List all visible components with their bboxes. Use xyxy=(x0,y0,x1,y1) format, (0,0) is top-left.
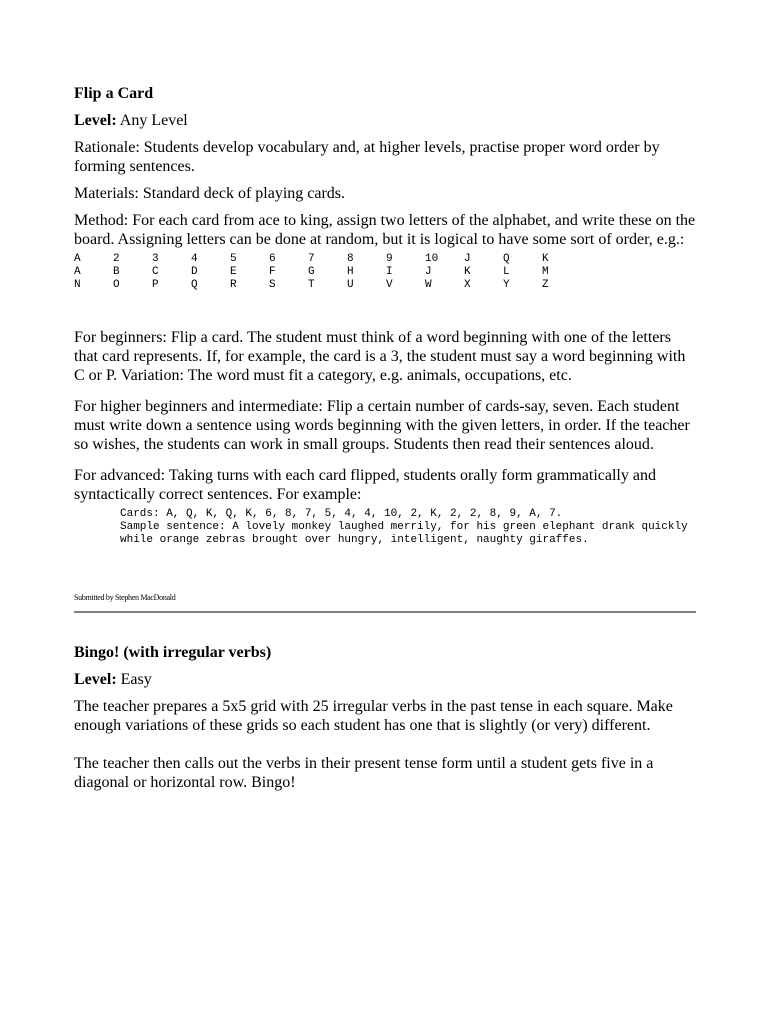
bingo-paragraph-1: The teacher prepares a 5x5 grid with 25 irregular verbs in the past tense in each square. Make enough variations of these grids so each student has one that is slightly (or very) different. xyxy=(74,698,673,734)
table-cell: 2 xyxy=(113,253,120,265)
table-cell: X xyxy=(464,279,471,291)
table-cell: Q xyxy=(503,253,510,265)
table-cell: Q xyxy=(191,279,198,291)
section-title-flip-a-card: Flip a Card xyxy=(74,85,154,102)
table-cell: W xyxy=(425,279,432,291)
level-value: Easy xyxy=(116,671,152,688)
level-line xyxy=(74,670,696,689)
table-cell: 8 xyxy=(347,253,354,265)
table-cell: 9 xyxy=(386,253,393,265)
table-cell: 4 xyxy=(191,253,198,265)
table-cell: Z xyxy=(542,279,549,291)
table-cell: R xyxy=(230,279,237,291)
table-cell: T xyxy=(308,279,315,291)
higher-beginners-paragraph: For higher beginners and intermediate: Flip a certain number of cards-say, seven. Each student must write down a sentence using words beginning with the given letters, in order. If the teacher so wishes, the students can work in small groups. Students then read their sentences aloud. xyxy=(74,398,690,453)
table-cell: K xyxy=(464,266,471,278)
table-cell: O xyxy=(113,279,120,291)
example-block xyxy=(120,508,696,547)
table-cell: 10 xyxy=(425,253,439,265)
table-cell: V xyxy=(386,279,393,291)
table-cell: 7 xyxy=(308,253,315,265)
table-cell: 6 xyxy=(269,253,276,265)
table-cell: B xyxy=(113,266,120,278)
table-cell: 3 xyxy=(152,253,159,265)
document-page xyxy=(74,84,696,800)
table-cell: F xyxy=(269,266,276,278)
beginners-paragraph: For beginners: Flip a card. The student must think of a word beginning with one of the letters that card represents. If, for example, the card is a 3, the student must say a word beginning with C or P. Variation: The word must fit a category, e.g. animals, occupations, etc. xyxy=(74,329,686,384)
table-cell: A xyxy=(74,253,81,265)
bingo-paragraph-2: The teacher then calls out the verbs in their present tense form until a student gets five in a diagonal or horizontal row. Bingo! xyxy=(74,755,654,791)
table-cell: N xyxy=(74,279,81,291)
level-line xyxy=(74,111,696,130)
table-cell: D xyxy=(191,266,198,278)
level-value: Any Level xyxy=(116,112,188,129)
table-cell: I xyxy=(386,266,393,278)
advanced-paragraph: For advanced: Taking turns with each card flipped, students orally form grammatically and syntactically correct sentences. For example: xyxy=(74,467,656,503)
example-sentence: Sample sentence: A lovely monkey laughed merrily, for his green elephant drank quickly while orange zebras brought over hungry, intelligent, naughty giraffes. xyxy=(120,521,695,546)
method-paragraph: Method: For each card from ace to king, assign two letters of the alphabet, and write these on the board. Assigning letters can be done at random, but it is logical to have some sort of order, e.g.: xyxy=(74,212,696,248)
materials-paragraph: Materials: Standard deck of playing cards. xyxy=(74,185,346,202)
table-cell: S xyxy=(269,279,276,291)
table-cell: A xyxy=(74,266,81,278)
level-label: Level: xyxy=(74,671,117,688)
submitted-by: Submitted by Stephen MacDonald xyxy=(74,593,176,602)
table-cell: U xyxy=(347,279,354,291)
table-cell: 5 xyxy=(230,253,237,265)
card-row-letters-1 xyxy=(74,266,581,279)
table-cell: J xyxy=(425,266,432,278)
table-cell: H xyxy=(347,266,354,278)
table-cell: J xyxy=(464,253,471,265)
table-cell: Y xyxy=(503,279,510,291)
level-label: Level: xyxy=(74,112,117,129)
section-title-bingo: Bingo! (with irregular verbs) xyxy=(74,644,272,661)
table-cell: G xyxy=(308,266,315,278)
table-cell: E xyxy=(230,266,237,278)
table-cell: K xyxy=(542,253,549,265)
section-divider xyxy=(74,611,696,613)
card-row-ranks xyxy=(74,253,581,266)
card-letter-table xyxy=(74,253,581,292)
table-cell: M xyxy=(542,266,549,278)
table-cell: C xyxy=(152,266,159,278)
rationale-paragraph: Rationale: Students develop vocabulary and, at higher levels, practise proper word order by forming sentences. xyxy=(74,139,660,175)
table-cell: P xyxy=(152,279,159,291)
example-cards: Cards: A, Q, K, Q, K, 6, 8, 7, 5, 4, 4, 10, 2, K, 2, 2, 8, 9, A, 7. xyxy=(120,508,563,520)
table-cell: L xyxy=(503,266,510,278)
card-row-letters-2 xyxy=(74,279,581,292)
